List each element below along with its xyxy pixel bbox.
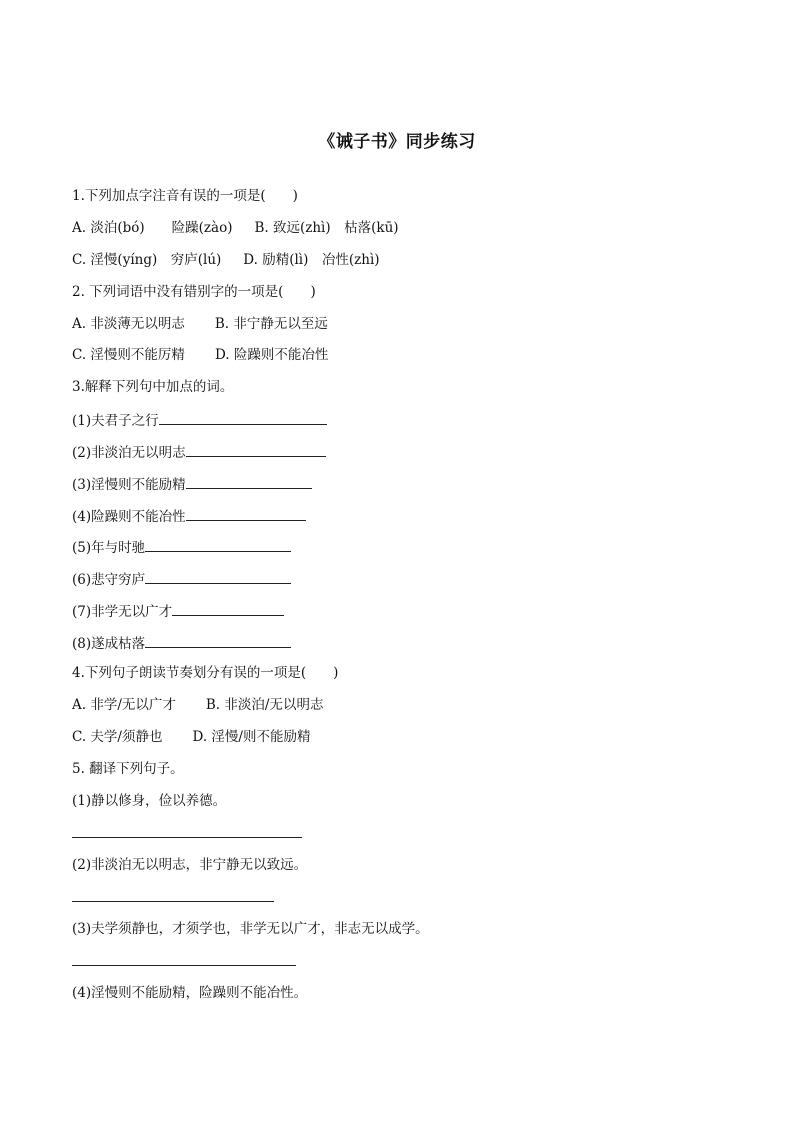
q4-option-b: B. 非淡泊/无以明志 [205,697,324,713]
q3-item-text: (5)年与时驰 [72,540,146,556]
q2-options-row2 [72,346,328,364]
q3-item-6 [72,569,291,589]
answer-blank[interactable] [186,442,326,457]
q3-item-text: (8)遂成枯落 [72,636,146,652]
answer-blank[interactable] [172,601,284,616]
q4-option-c: C. 夫学/须静也 [72,729,163,745]
answer-line[interactable] [72,964,296,966]
q3-item-text: (3)淫慢则不能励精 [72,477,186,493]
q3-item-text: (1)夫君子之行 [72,413,159,429]
q4-options-row2 [72,728,310,746]
q3-item-text: (2)非淡泊无以明志 [72,445,186,461]
q3-item-2 [72,442,326,462]
q2-option-d: D. 险躁则不能冶性 [214,347,329,363]
q3-item-text: (6)悲守穷庐 [72,572,146,588]
q5-item-1: (1)静以修身，俭以养德。 [72,793,227,809]
q2-stem: 2. 下列词语中没有错别字的一项是( ) [72,284,316,300]
q3-item-text: (7)非学无以广才 [72,604,173,620]
q1-option-b: B. 致远(zhì) 枯落(kū) [254,220,399,236]
q2-option-a: A. 非淡薄无以明志 [72,316,185,332]
answer-line[interactable] [72,900,274,902]
q3-item-4 [72,506,306,526]
answer-blank[interactable] [145,633,291,648]
q5-item-4: (4)淫慢则不能励精，险躁则不能冶性。 [72,985,308,1001]
q3-item-8 [72,633,291,653]
q4-option-a: A. 非学/无以广才 [72,697,176,713]
q2-option-c: C. 淫慢则不能厉精 [72,347,185,363]
q3-item-5 [72,537,291,557]
answer-blank[interactable] [159,410,327,425]
q3-stem: 3.解释下列句中加点的词。 [72,379,234,395]
answer-blank[interactable] [186,474,312,489]
answer-blank[interactable] [186,506,306,521]
q3-item-7 [72,601,284,621]
answer-line[interactable] [72,836,302,838]
q1-options-row1 [72,219,399,237]
q3-item-1 [72,410,327,430]
answer-blank[interactable] [145,537,291,552]
q4-stem: 4.下列句子朗读节奏划分有误的一项是( ) [72,665,339,681]
q2-options-row1 [72,315,328,333]
q5-item-2: (2)非淡泊无以明志，非宁静无以致远。 [72,857,308,873]
q5-item-3: (3)夫学须静也，才须学也，非学无以广才，非志无以成学。 [72,921,429,937]
page-title: 《诫子书》同步练习 [318,132,476,152]
q3-item-text: (4)险躁则不能冶性 [72,509,186,525]
q1-option-d: D. 励精(lì) 冶性(zhì) [243,252,380,268]
q4-options-row1 [72,696,323,714]
answer-blank[interactable] [145,569,291,584]
q5-stem: 5. 翻译下列句子。 [72,761,184,777]
q1-option-a: A. 淡泊(bó) 险躁(zào) [72,220,233,236]
q4-option-d: D. 淫慢/则不能励精 [192,729,311,745]
q3-item-3 [72,474,312,494]
q1-options-row2 [72,251,380,269]
q1-stem: 1.下列加点字注音有误的一项是( ) [72,188,298,204]
q1-option-c: C. 淫慢(yíng) 穷庐(lú) [72,252,222,268]
q2-option-b: B. 非宁静无以至远 [214,316,328,332]
